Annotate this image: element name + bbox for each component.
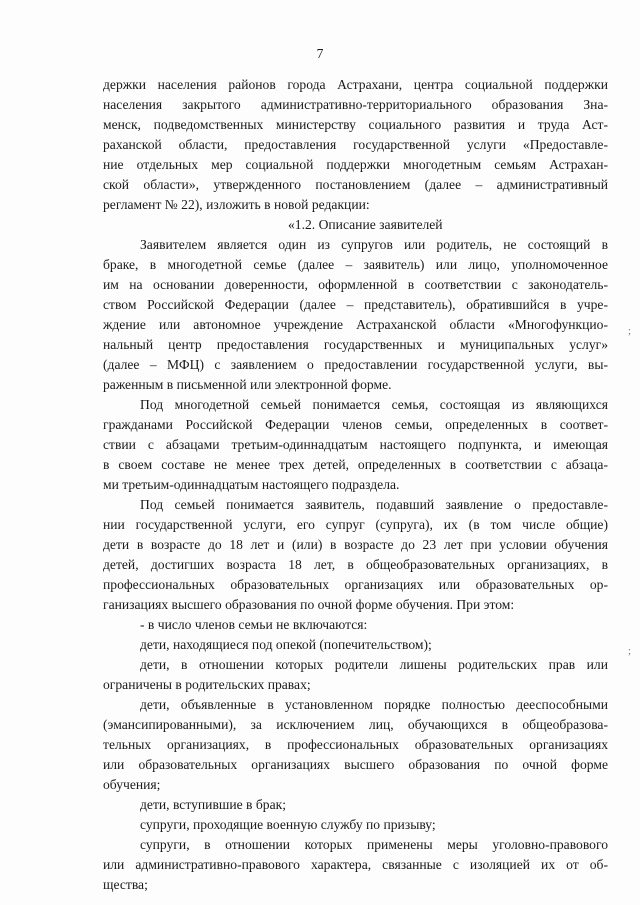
text-line: - в число членов семьи не включаются:	[140, 617, 368, 632]
text-line: обучения;	[103, 777, 161, 792]
text-line: Под многодетной семьей понимается семья, состоящая из являющихся	[140, 397, 608, 412]
text-line: или образовательных организациях высшего образования по очной форме	[103, 757, 608, 772]
text-line: ствии с абзацами третьим-одиннадцатым настоящего подпункта, и имеющая	[103, 437, 608, 452]
text-line: нии государственной услуги, его супруг (супруга), их (в том числе общие)	[103, 517, 608, 532]
text-line: детей, достигших возраста 18 лет, в общеобразовательных организациях, в	[103, 557, 608, 572]
text-line: менск, подведомственных министерству социального развития и труда Аст-	[103, 117, 608, 132]
text-line: дети в возрасте до 18 лет и (или) в возрасте до 23 лет при условии обучения	[103, 537, 608, 552]
margin-mark: ;	[628, 325, 632, 337]
text-line: дети, в отношении которых родители лишены родительских прав или	[140, 657, 608, 672]
text-line: (эмансипированными), за исключением лиц, обучающихся в общеобразова-	[103, 717, 608, 732]
text-line: им на основании доверенности, оформленной в соответствии с законодатель-	[103, 277, 608, 292]
text-line: ством Российской Федерации (далее – представитель), обратившийся в учре-	[103, 297, 608, 312]
text-line: ганизациях высшего образования по очной форме обучения. При этом:	[103, 597, 515, 612]
text-line: профессиональных образовательных организациях или образовательных ор-	[103, 577, 608, 592]
text-line: населения закрытого административно-территориального образования Зна-	[103, 97, 608, 112]
text-line: нальный центр предоставления государственных и муниципальных услуг»	[103, 337, 608, 352]
text-line: гражданами Российской Федерации членов семьи, определенных в соответ-	[103, 417, 608, 432]
text-line: ской области», утвержденного постановлением (далее – административный	[103, 177, 608, 192]
text-line: в своем составе не менее трех детей, определенных в соответствии с абзаца-	[103, 457, 608, 472]
page-number: 7	[316, 46, 324, 61]
margin-mark: ;	[628, 645, 632, 657]
text-line: ние отдельных мер социальной поддержки многодетным семьям Астрахан-	[103, 157, 608, 172]
text-line: Заявителем является один из супругов или родитель, не состоящий в	[140, 237, 608, 252]
text-line: «1.2. Описание заявителей	[288, 217, 443, 232]
text-line: Под семьей понимается заявитель, подавший заявление о предоставле-	[140, 497, 608, 512]
text-line: дети, вступившие в брак;	[140, 797, 286, 812]
text-line: браке, в многодетной семье (далее – заявитель) или лицо, уполномоченное	[103, 257, 608, 272]
text-line: регламент № 22), изложить в новой редакции:	[103, 197, 370, 212]
text-line: супруги, в отношении которых применены меры уголовно-правового	[140, 837, 608, 852]
text-line: держки населения районов города Астрахани, центра социальной поддержки	[103, 77, 608, 92]
text-line: раженным в письменной или электронной форме.	[103, 377, 392, 392]
text-line: ждение или автономное учреждение Астраханской области «Многофункцио-	[103, 317, 608, 332]
text-line: раханской области, предоставления государственной услуги «Предоставле-	[103, 137, 608, 152]
text-line: или административно-правового характера, связанные с изоляцией их от об-	[103, 857, 608, 872]
text-line: (далее – МФЦ) с заявлением о предоставлении государственной услуги, вы-	[103, 357, 608, 372]
text-line: ограничены в родительских правах;	[103, 677, 311, 692]
text-line: щества;	[103, 877, 148, 892]
text-line: ми третьим-одиннадцатым настоящего подраздела.	[103, 477, 400, 492]
text-line: дети, находящиеся под опекой (попечительством);	[140, 637, 432, 652]
text-line: тельных организациях, в профессиональных образовательных организациях	[103, 737, 608, 752]
text-line: супруги, проходящие военную службу по призыву;	[140, 817, 436, 832]
text-line: дети, объявленные в установленном порядке полностью дееспособными	[140, 697, 608, 712]
